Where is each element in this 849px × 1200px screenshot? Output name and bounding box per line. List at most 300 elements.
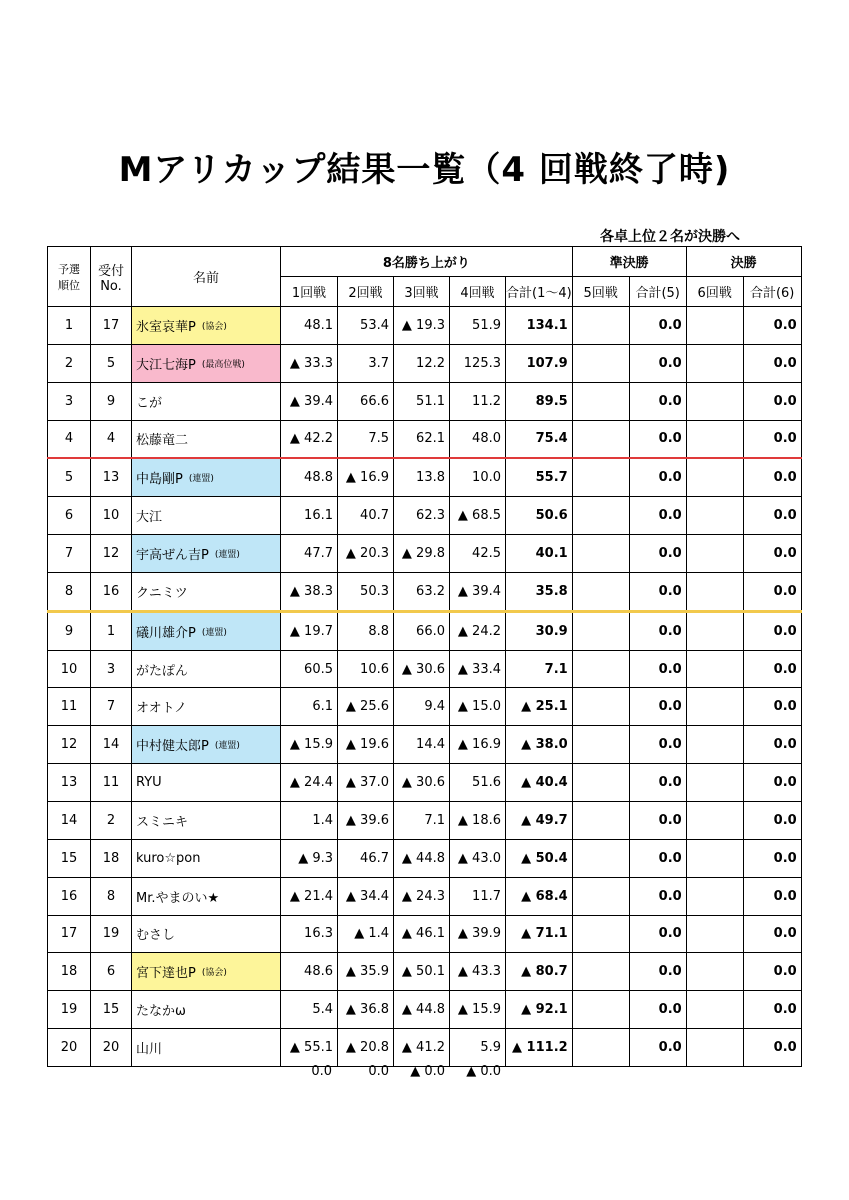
- entry-no-cell: 17: [91, 307, 132, 345]
- affiliation-tag: (連盟): [201, 627, 227, 638]
- name-cell: [132, 497, 281, 535]
- round-1-score: 5.4: [281, 991, 338, 1029]
- total-6: 0.0: [743, 382, 801, 420]
- name-cell: [132, 650, 281, 688]
- round-5-score: [572, 915, 629, 953]
- table-row: [48, 458, 802, 496]
- round-5-score: [572, 650, 629, 688]
- entry-no-cell: 2: [91, 801, 132, 839]
- round-5-score: [572, 877, 629, 915]
- round-6-score: [686, 458, 743, 496]
- entry-no-cell: 18: [91, 839, 132, 877]
- rank-cell: 10: [48, 650, 91, 688]
- total-1-4: ▲ 111.2: [506, 1029, 573, 1067]
- player-name: 松藤竜二: [136, 433, 189, 449]
- total-5: 0.0: [629, 572, 686, 611]
- round-5-score: [572, 307, 629, 345]
- round-1-score: 6.1: [281, 688, 338, 726]
- sum-r1: 0.0: [311, 1064, 332, 1079]
- round-6-score: [686, 991, 743, 1029]
- round-5-score: [572, 1029, 629, 1067]
- round-2-score: ▲ 36.8: [338, 991, 394, 1029]
- player-name: 大江七海P: [136, 357, 196, 373]
- entry-no-cell: 14: [91, 726, 132, 764]
- rank-cell: 16: [48, 877, 91, 915]
- total-6: 0.0: [743, 726, 801, 764]
- header-r3: 3回戦: [394, 277, 450, 307]
- rank-cell: 14: [48, 801, 91, 839]
- round-2-score: ▲ 34.4: [338, 877, 394, 915]
- entry-no-cell: 1: [91, 611, 132, 650]
- results-table: [47, 246, 802, 1067]
- table-row: [48, 764, 802, 802]
- header-no: [91, 247, 132, 307]
- header-rank: [48, 247, 91, 307]
- entry-no-cell: 6: [91, 953, 132, 991]
- player-name: 宮下達也P: [136, 966, 196, 982]
- name-cell: [132, 991, 281, 1029]
- total-1-4: ▲ 25.1: [506, 688, 573, 726]
- total-5: 0.0: [629, 611, 686, 650]
- round-1-score: ▲ 55.1: [281, 1029, 338, 1067]
- total-6: 0.0: [743, 877, 801, 915]
- round-3-score: 9.4: [394, 688, 450, 726]
- round-1-score: ▲ 42.2: [281, 420, 338, 458]
- affiliation-tag: (最高位戦): [201, 359, 245, 370]
- entry-no-cell: 12: [91, 535, 132, 573]
- round-1-score: 60.5: [281, 650, 338, 688]
- table-row: [48, 497, 802, 535]
- total-1-4: 55.7: [506, 458, 573, 496]
- rank-cell: 19: [48, 991, 91, 1029]
- entry-no-cell: 4: [91, 420, 132, 458]
- header-r2: 2回戦: [338, 277, 394, 307]
- round-6-score: [686, 611, 743, 650]
- round-4-score: 48.0: [450, 420, 506, 458]
- finals-note: 各卓上位２名が決勝へ: [600, 229, 740, 245]
- name-cell: [132, 1029, 281, 1067]
- round-4-score: 5.9: [450, 1029, 506, 1067]
- player-name: たなかω: [136, 1004, 186, 1020]
- round-2-score: 46.7: [338, 839, 394, 877]
- total-5: 0.0: [629, 1029, 686, 1067]
- rank-cell: 12: [48, 726, 91, 764]
- total-5: 0.0: [629, 726, 686, 764]
- table-row: [48, 382, 802, 420]
- round-5-score: [572, 839, 629, 877]
- player-name: 中島剛P: [136, 472, 183, 488]
- round-3-score: 62.1: [394, 420, 450, 458]
- name-cell: [132, 915, 281, 953]
- round-6-score: [686, 801, 743, 839]
- round-6-score: [686, 572, 743, 611]
- table-row: [48, 877, 802, 915]
- round-1-score: 16.1: [281, 497, 338, 535]
- round-4-score: ▲ 43.0: [450, 839, 506, 877]
- round-2-score: ▲ 25.6: [338, 688, 394, 726]
- entry-no-cell: 8: [91, 877, 132, 915]
- round-5-score: [572, 572, 629, 611]
- total-1-4: ▲ 68.4: [506, 877, 573, 915]
- round-4-score: ▲ 15.0: [450, 688, 506, 726]
- round-3-score: ▲ 44.8: [394, 991, 450, 1029]
- total-1-4: 35.8: [506, 572, 573, 611]
- round-1-score: 48.1: [281, 307, 338, 345]
- round-2-score: 8.8: [338, 611, 394, 650]
- name-cell: [132, 839, 281, 877]
- round-5-score: [572, 497, 629, 535]
- header-rank-line2: 順位: [58, 278, 80, 292]
- total-6: 0.0: [743, 611, 801, 650]
- round-1-score: ▲ 15.9: [281, 726, 338, 764]
- round-2-score: ▲ 35.9: [338, 953, 394, 991]
- round-3-score: ▲ 41.2: [394, 1029, 450, 1067]
- affiliation-tag: (協会): [201, 968, 227, 979]
- name-cell: [132, 611, 281, 650]
- entry-no-cell: 3: [91, 650, 132, 688]
- total-1-4: ▲ 92.1: [506, 991, 573, 1029]
- player-name: 宇高ぜん吉P: [136, 547, 209, 563]
- round-4-score: ▲ 33.4: [450, 650, 506, 688]
- round-6-score: [686, 1029, 743, 1067]
- round-1-score: 48.6: [281, 953, 338, 991]
- entry-no-cell: 9: [91, 382, 132, 420]
- player-name: クニミツ: [136, 585, 188, 601]
- round-3-score: ▲ 30.6: [394, 650, 450, 688]
- name-cell: [132, 382, 281, 420]
- player-name: Mr.やまのい★: [136, 890, 220, 906]
- sum-r3: ▲ 0.0: [410, 1064, 445, 1079]
- affiliation-tag: (協会): [201, 321, 227, 332]
- round-4-score: 10.0: [450, 458, 506, 496]
- sum-r4: ▲ 0.0: [466, 1064, 501, 1079]
- round-2-score: 50.3: [338, 572, 394, 611]
- total-6: 0.0: [743, 839, 801, 877]
- total-1-4: ▲ 71.1: [506, 915, 573, 953]
- total-1-4: 30.9: [506, 611, 573, 650]
- round-6-score: [686, 915, 743, 953]
- table-row: [48, 801, 802, 839]
- round-3-score: ▲ 50.1: [394, 953, 450, 991]
- player-name: 山川: [136, 1041, 163, 1057]
- round-3-score: 62.3: [394, 497, 450, 535]
- round-4-score: ▲ 39.9: [450, 915, 506, 953]
- total-1-4: 134.1: [506, 307, 573, 345]
- total-6: 0.0: [743, 915, 801, 953]
- table-row: [48, 307, 802, 345]
- total-5: 0.0: [629, 344, 686, 382]
- round-6-score: [686, 726, 743, 764]
- total-5: 0.0: [629, 307, 686, 345]
- table-row: [48, 688, 802, 726]
- table-row: [48, 572, 802, 611]
- round-4-score: 51.9: [450, 307, 506, 345]
- round-3-score: 63.2: [394, 572, 450, 611]
- round-5-score: [572, 991, 629, 1029]
- total-6: 0.0: [743, 1029, 801, 1067]
- round-2-score: ▲ 39.6: [338, 801, 394, 839]
- round-4-score: ▲ 68.5: [450, 497, 506, 535]
- round-5-score: [572, 953, 629, 991]
- table-row: [48, 1029, 802, 1067]
- table-row: [48, 535, 802, 573]
- name-cell: [132, 344, 281, 382]
- round-5-score: [572, 344, 629, 382]
- sum-r2: 0.0: [368, 1064, 389, 1079]
- player-name: 氷室哀華P: [136, 319, 196, 335]
- round-2-score: 40.7: [338, 497, 394, 535]
- header-rank-line1: 予選: [58, 262, 80, 276]
- round-6-score: [686, 839, 743, 877]
- round-3-score: ▲ 24.3: [394, 877, 450, 915]
- round-6-score: [686, 877, 743, 915]
- entry-no-cell: 10: [91, 497, 132, 535]
- total-5: 0.0: [629, 915, 686, 953]
- round-1-score: ▲ 38.3: [281, 572, 338, 611]
- rank-cell: 2: [48, 344, 91, 382]
- total-5: 0.0: [629, 650, 686, 688]
- round-5-score: [572, 382, 629, 420]
- total-5: 0.0: [629, 839, 686, 877]
- total-5: 0.0: [629, 458, 686, 496]
- total-5: 0.0: [629, 801, 686, 839]
- name-cell: [132, 572, 281, 611]
- round-6-score: [686, 344, 743, 382]
- player-name: RYU: [136, 775, 162, 791]
- round-5-score: [572, 801, 629, 839]
- total-5: 0.0: [629, 877, 686, 915]
- header-final: 決勝: [686, 247, 801, 277]
- round-3-score: 51.1: [394, 382, 450, 420]
- total-1-4: 89.5: [506, 382, 573, 420]
- round-3-score: ▲ 30.6: [394, 764, 450, 802]
- round-5-score: [572, 764, 629, 802]
- round-3-score: ▲ 44.8: [394, 839, 450, 877]
- total-5: 0.0: [629, 420, 686, 458]
- total-6: 0.0: [743, 572, 801, 611]
- total-1-4: ▲ 49.7: [506, 801, 573, 839]
- round-5-score: [572, 726, 629, 764]
- round-6-score: [686, 382, 743, 420]
- round-1-score: ▲ 24.4: [281, 764, 338, 802]
- header-group-top8: 8名勝ち上がり: [281, 247, 573, 277]
- round-2-score: ▲ 20.3: [338, 535, 394, 573]
- round-4-score: 11.2: [450, 382, 506, 420]
- rank-cell: 15: [48, 839, 91, 877]
- total-6: 0.0: [743, 953, 801, 991]
- entry-no-cell: 7: [91, 688, 132, 726]
- total-6: 0.0: [743, 497, 801, 535]
- player-name: がたぽん: [136, 663, 189, 679]
- total-6: 0.0: [743, 344, 801, 382]
- entry-no-cell: 15: [91, 991, 132, 1029]
- entry-no-cell: 5: [91, 344, 132, 382]
- rank-cell: 11: [48, 688, 91, 726]
- round-6-score: [686, 535, 743, 573]
- table-row: [48, 611, 802, 650]
- rank-cell: 7: [48, 535, 91, 573]
- round-3-score: 66.0: [394, 611, 450, 650]
- total-6: 0.0: [743, 650, 801, 688]
- entry-no-cell: 20: [91, 1029, 132, 1067]
- round-1-score: 47.7: [281, 535, 338, 573]
- round-2-score: 3.7: [338, 344, 394, 382]
- table-row: [48, 839, 802, 877]
- entry-no-cell: 16: [91, 572, 132, 611]
- round-6-score: [686, 420, 743, 458]
- total-6: 0.0: [743, 458, 801, 496]
- round-4-score: ▲ 15.9: [450, 991, 506, 1029]
- round-4-score: 51.6: [450, 764, 506, 802]
- player-name: 中村健太郎P: [136, 739, 209, 755]
- round-6-score: [686, 688, 743, 726]
- table-row: [48, 915, 802, 953]
- player-name: kuro☆pon: [136, 850, 201, 866]
- header-total-1-4: 合計(1～4): [506, 277, 573, 307]
- entry-no-cell: 11: [91, 764, 132, 802]
- round-4-score: ▲ 16.9: [450, 726, 506, 764]
- total-1-4: 107.9: [506, 344, 573, 382]
- rank-cell: 6: [48, 497, 91, 535]
- round-6-score: [686, 953, 743, 991]
- name-cell: [132, 726, 281, 764]
- round-1-score: 1.4: [281, 801, 338, 839]
- total-5: 0.0: [629, 991, 686, 1029]
- total-5: 0.0: [629, 382, 686, 420]
- rank-cell: 20: [48, 1029, 91, 1067]
- total-5: 0.0: [629, 497, 686, 535]
- round-3-score: ▲ 46.1: [394, 915, 450, 953]
- total-1-4: ▲ 40.4: [506, 764, 573, 802]
- header-no-line2: No.: [100, 278, 122, 294]
- rank-cell: 5: [48, 458, 91, 496]
- header-r6: 6回戦: [686, 277, 743, 307]
- round-2-score: ▲ 37.0: [338, 764, 394, 802]
- total-5: 0.0: [629, 535, 686, 573]
- entry-no-cell: 19: [91, 915, 132, 953]
- total-5: 0.0: [629, 953, 686, 991]
- header-r5: 5回戦: [572, 277, 629, 307]
- rank-cell: 4: [48, 420, 91, 458]
- rank-cell: 3: [48, 382, 91, 420]
- name-cell: [132, 764, 281, 802]
- header-name: 名前: [132, 247, 281, 307]
- name-cell: [132, 953, 281, 991]
- round-2-score: 66.6: [338, 382, 394, 420]
- round-2-score: ▲ 16.9: [338, 458, 394, 496]
- total-1-4: 75.4: [506, 420, 573, 458]
- round-2-score: ▲ 20.8: [338, 1029, 394, 1067]
- total-1-4: 40.1: [506, 535, 573, 573]
- player-name: 大江: [136, 510, 163, 526]
- table-row: [48, 420, 802, 458]
- affiliation-tag: (連盟): [214, 549, 240, 560]
- name-cell: [132, 420, 281, 458]
- affiliation-tag: (連盟): [188, 474, 214, 485]
- table-row: [48, 953, 802, 991]
- round-2-score: 53.4: [338, 307, 394, 345]
- name-cell: [132, 458, 281, 496]
- round-3-score: 14.4: [394, 726, 450, 764]
- header-r4: 4回戦: [450, 277, 506, 307]
- round-3-score: ▲ 19.3: [394, 307, 450, 345]
- round-1-score: ▲ 21.4: [281, 877, 338, 915]
- player-name: 礒川雄介P: [136, 625, 196, 641]
- name-cell: [132, 535, 281, 573]
- total-1-4: 50.6: [506, 497, 573, 535]
- round-4-score: ▲ 18.6: [450, 801, 506, 839]
- round-2-score: ▲ 19.6: [338, 726, 394, 764]
- table-row: [48, 650, 802, 688]
- table-row: [48, 726, 802, 764]
- player-name: むさし: [136, 928, 176, 944]
- name-cell: [132, 801, 281, 839]
- round-6-score: [686, 764, 743, 802]
- round-3-score: 13.8: [394, 458, 450, 496]
- header-no-line1: 受付: [97, 263, 124, 279]
- round-6-score: [686, 307, 743, 345]
- total-6: 0.0: [743, 307, 801, 345]
- total-6: 0.0: [743, 688, 801, 726]
- round-5-score: [572, 458, 629, 496]
- round-4-score: ▲ 39.4: [450, 572, 506, 611]
- round-2-score: ▲ 1.4: [338, 915, 394, 953]
- round-3-score: ▲ 29.8: [394, 535, 450, 573]
- total-6: 0.0: [743, 991, 801, 1029]
- round-1-score: ▲ 33.3: [281, 344, 338, 382]
- round-4-score: 11.7: [450, 877, 506, 915]
- round-5-score: [572, 611, 629, 650]
- header-row-1: [48, 247, 802, 277]
- rank-cell: 18: [48, 953, 91, 991]
- round-2-score: 10.6: [338, 650, 394, 688]
- total-1-4: ▲ 80.7: [506, 953, 573, 991]
- total-6: 0.0: [743, 801, 801, 839]
- round-2-score: 7.5: [338, 420, 394, 458]
- total-6: 0.0: [743, 764, 801, 802]
- round-4-score: ▲ 24.2: [450, 611, 506, 650]
- round-3-score: 7.1: [394, 801, 450, 839]
- page-title: Mアリカップ結果一覧（4 回戦終了時): [118, 150, 731, 190]
- round-4-score: ▲ 43.3: [450, 953, 506, 991]
- rank-cell: 17: [48, 915, 91, 953]
- round-4-score: 42.5: [450, 535, 506, 573]
- round-3-score: 12.2: [394, 344, 450, 382]
- header-total-5: 合計(5): [629, 277, 686, 307]
- rank-cell: 9: [48, 611, 91, 650]
- total-1-4: ▲ 38.0: [506, 726, 573, 764]
- round-5-score: [572, 535, 629, 573]
- player-name: オオトノ: [136, 701, 187, 717]
- header-r1: 1回戦: [281, 277, 338, 307]
- affiliation-tag: (連盟): [214, 741, 240, 752]
- total-5: 0.0: [629, 688, 686, 726]
- table-row: [48, 991, 802, 1029]
- round-1-score: 16.3: [281, 915, 338, 953]
- header-total-6: 合計(6): [743, 277, 801, 307]
- name-cell: [132, 877, 281, 915]
- round-6-score: [686, 650, 743, 688]
- round-5-score: [572, 420, 629, 458]
- player-name: こが: [136, 395, 163, 411]
- round-6-score: [686, 497, 743, 535]
- round-1-score: ▲ 19.7: [281, 611, 338, 650]
- table-row: [48, 344, 802, 382]
- entry-no-cell: 13: [91, 458, 132, 496]
- total-6: 0.0: [743, 535, 801, 573]
- name-cell: [132, 307, 281, 345]
- round-1-score: 48.8: [281, 458, 338, 496]
